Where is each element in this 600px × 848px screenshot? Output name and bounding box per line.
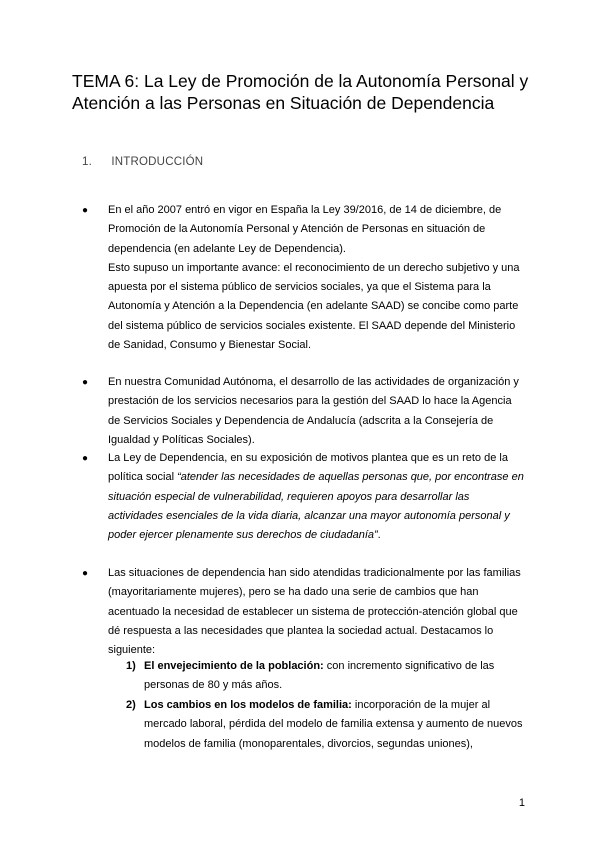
section-number: 1. bbox=[82, 156, 92, 168]
bullet-text-continued: Esto supuso un importante avance: el reconocimiento de un derecho subjetivo y una apuesta por el sistema público de servicios sociales, ya que el Sistema para la Autonomía y Atención a la Dependencia (en adelante SAAD) se concibe como parte del sistema público de servicios sociales existente. El SAAD depende del Ministerio de Sanidad, Consumo y Bienestar Social. bbox=[108, 261, 520, 352]
section-heading bbox=[82, 156, 203, 168]
item-number: 2) bbox=[126, 699, 136, 711]
list-item bbox=[82, 449, 526, 545]
bullet-icon: ● bbox=[82, 377, 89, 388]
item-heading: Los cambios en los modelos de familia: bbox=[144, 699, 352, 711]
item-number: 1) bbox=[126, 660, 136, 672]
list-item bbox=[82, 564, 526, 660]
bullet-icon: ● bbox=[82, 568, 89, 579]
numbered-item bbox=[126, 657, 526, 696]
page-number: 1 bbox=[518, 797, 525, 809]
quote-text: “atender las necesidades de aquellas personas que, por encontrase en situación especial de vulnerabilidad, requieren apoyos para desarrollar las actividades esenciales de la vida diaria, alcanzar una mayor autonomía personal y poder ejercer plenamente sus derechos de ciudadanía” bbox=[108, 471, 524, 542]
bullet-text: Las situaciones de dependencia han sido atendidas tradicionalmente por las familias (mayoritariamente mujeres), pero se ha dado una serie de cambios que han acentuado la necesidad de establecer un sistema de protección-atención global que dé respuesta a las necesidades que plantea la sociedad actual. Destacamos lo siguiente: bbox=[108, 567, 521, 657]
section-label: INTRODUCCIÓN bbox=[111, 156, 204, 168]
item-heading: El envejecimiento de la población: bbox=[144, 660, 324, 672]
bullet-icon: ● bbox=[82, 453, 89, 464]
page-title: TEMA 6: La Ley de Promoción de la Autonomía Personal y Atención a las Personas en Situación de Dependencia bbox=[72, 71, 529, 113]
bullet-text: En nuestra Comunidad Autónoma, el desarrollo de las actividades de organización y prestación de los servicios necesarios para la gestión del SAAD lo hace la Agencia de Servicios Sociales y Dependencia de Andalucía (adscrita a la Consejería de Igualdad y Políticas Sociales). bbox=[108, 376, 519, 446]
bullet-text: La Ley de Dependencia, en su exposición de motivos plantea que es un reto de la política social bbox=[108, 452, 508, 484]
item-text: con incremento significativo de las personas de 80 y más años. bbox=[144, 660, 495, 692]
list-item bbox=[82, 373, 526, 450]
item-text: incorporación de la mujer al mercado laboral, pérdida del modelo de familia extensa y aumento de nuevos modelos de familia (monoparentales, divorcios, segundas uniones), bbox=[144, 699, 523, 750]
list-item bbox=[82, 201, 526, 355]
numbered-item bbox=[126, 696, 526, 754]
bullet-icon: ● bbox=[82, 205, 89, 216]
bullet-text: En el año 2007 entró en vigor en España la Ley 39/2016, de 14 de diciembre, de Promoción de la Autonomía Personal y Atención de Personas en situación de dependencia (en adelante Ley de Dependencia). bbox=[108, 204, 502, 255]
quote-end: . bbox=[377, 529, 381, 542]
